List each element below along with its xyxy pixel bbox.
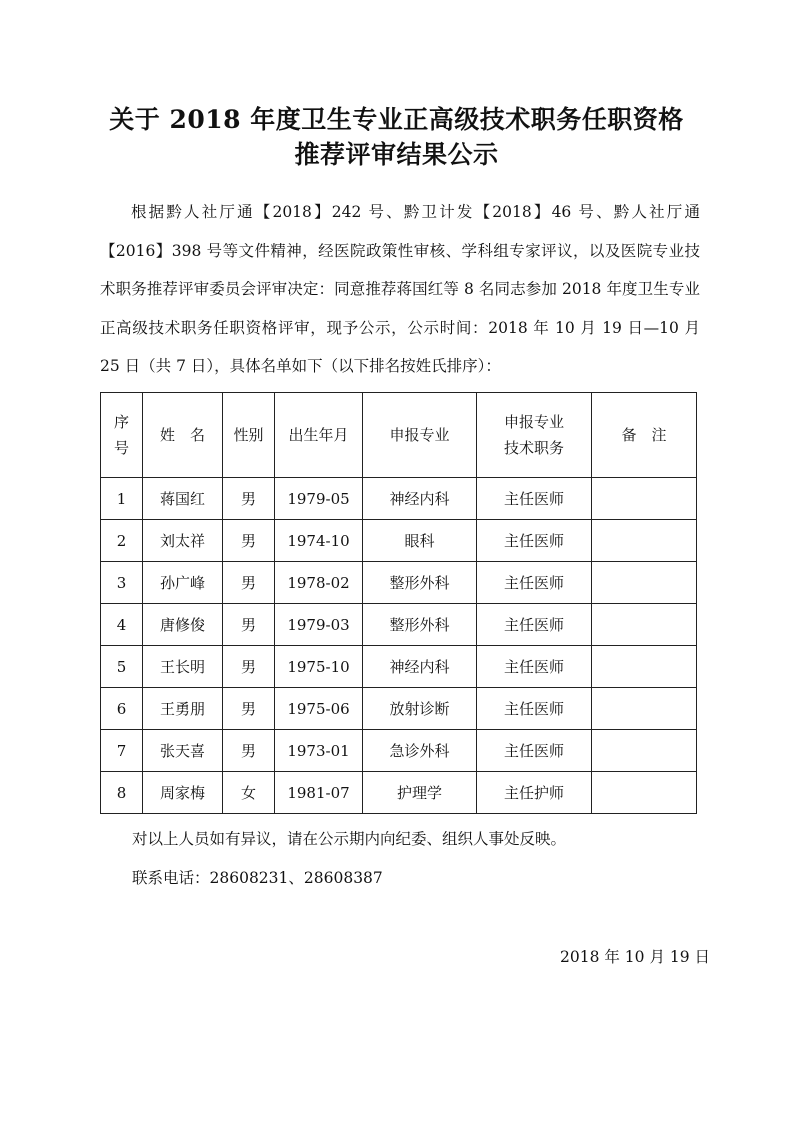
- header-name: 姓 名: [143, 393, 223, 478]
- document-title-line1: 关于 2018 年度卫生专业正高级技术职务任职资格: [109, 105, 684, 134]
- header-seq-line2: 号: [113, 439, 129, 457]
- cell-remarks: [592, 520, 697, 562]
- cell-birth: 1975-06: [275, 688, 363, 730]
- cell-birth: 1974-10: [275, 520, 363, 562]
- cell-seq: 4: [101, 604, 143, 646]
- cell-name: 王勇朋: [143, 688, 223, 730]
- cell-name: 周家梅: [143, 772, 223, 814]
- cell-name: 孙广峰: [143, 562, 223, 604]
- cell-remarks: [592, 604, 697, 646]
- cell-gender: 男: [223, 604, 275, 646]
- cell-gender: 男: [223, 520, 275, 562]
- announcement-paragraph: 根据黔人社厅通【2018】242 号、黔卫计发【2018】46 号、黔人社厅通【2016】398 号等文件精神，经医院政策性审核、学科组专家评议，以及医院专业技术职务推荐评审委员会评审决定：同意推荐蒋国红等 8 名同志参加 2018 年度卫生专业正高级技术职务任职资格评审，现予公示，公示时间：2018 年 10 月 19 日—10 月 25 日（共 7 日），具体名单如下（以下排名按姓氏排序）：: [100, 203, 700, 375]
- cell-remarks: [592, 688, 697, 730]
- cell-specialty: 神经内科: [363, 478, 477, 520]
- table-header-row: [101, 393, 697, 478]
- cell-name: 王长明: [143, 646, 223, 688]
- cell-seq: 1: [101, 478, 143, 520]
- candidate-table: [100, 392, 697, 814]
- cell-specialty: 放射诊断: [363, 688, 477, 730]
- table-row: [101, 478, 697, 520]
- header-gender: 性别: [223, 393, 275, 478]
- cell-seq: 2: [101, 520, 143, 562]
- cell-birth: 1978-02: [275, 562, 363, 604]
- cell-birth: 1979-03: [275, 604, 363, 646]
- cell-name: 刘太祥: [143, 520, 223, 562]
- table-row: [101, 646, 697, 688]
- cell-position: 主任医师: [477, 604, 592, 646]
- cell-specialty: 急诊外科: [363, 730, 477, 772]
- cell-gender: 男: [223, 646, 275, 688]
- table-row: [101, 688, 697, 730]
- cell-gender: 女: [223, 772, 275, 814]
- objection-note: 对以上人员如有异议，请在公示期内向纪委、组织人事处反映。: [132, 830, 567, 848]
- cell-remarks: [592, 562, 697, 604]
- header-remarks: 备 注: [592, 393, 697, 478]
- cell-remarks: [592, 646, 697, 688]
- cell-name: 蒋国红: [143, 478, 223, 520]
- cell-name: 张天喜: [143, 730, 223, 772]
- cell-birth: 1979-05: [275, 478, 363, 520]
- cell-birth: 1975-10: [275, 646, 363, 688]
- table-row: [101, 604, 697, 646]
- cell-seq: 3: [101, 562, 143, 604]
- cell-gender: 男: [223, 730, 275, 772]
- cell-remarks: [592, 478, 697, 520]
- table-row: [101, 730, 697, 772]
- header-position-line1: 申报专业: [503, 413, 564, 431]
- cell-gender: 男: [223, 562, 275, 604]
- cell-position: 主任护师: [477, 772, 592, 814]
- table-row: [101, 520, 697, 562]
- cell-position: 主任医师: [477, 646, 592, 688]
- table-row: [101, 772, 697, 814]
- cell-birth: 1981-07: [275, 772, 363, 814]
- header-seq-line1: 序: [113, 413, 129, 431]
- cell-position: 主任医师: [477, 478, 592, 520]
- cell-seq: 5: [101, 646, 143, 688]
- header-position: [477, 393, 592, 478]
- cell-specialty: 护理学: [363, 772, 477, 814]
- table-row: [101, 562, 697, 604]
- cell-name: 唐修俊: [143, 604, 223, 646]
- cell-remarks: [592, 772, 697, 814]
- publication-date: 2018 年 10 月 19 日: [560, 948, 711, 966]
- cell-specialty: 整形外科: [363, 562, 477, 604]
- header-position-line2: 技术职务: [503, 439, 564, 457]
- header-birth: 出生年月: [275, 393, 363, 478]
- cell-position: 主任医师: [477, 520, 592, 562]
- cell-birth: 1973-01: [275, 730, 363, 772]
- cell-gender: 男: [223, 478, 275, 520]
- cell-position: 主任医师: [477, 730, 592, 772]
- contact-phone: 联系电话：28608231、28608387: [132, 869, 383, 887]
- cell-position: 主任医师: [477, 688, 592, 730]
- cell-specialty: 神经内科: [363, 646, 477, 688]
- cell-specialty: 整形外科: [363, 604, 477, 646]
- header-specialty: 申报专业: [363, 393, 477, 478]
- header-seq: [101, 393, 143, 478]
- cell-gender: 男: [223, 688, 275, 730]
- cell-specialty: 眼科: [363, 520, 477, 562]
- cell-seq: 6: [101, 688, 143, 730]
- document-title-line2: 推荐评审结果公示: [294, 140, 499, 169]
- cell-seq: 8: [101, 772, 143, 814]
- cell-position: 主任医师: [477, 562, 592, 604]
- cell-remarks: [592, 730, 697, 772]
- cell-seq: 7: [101, 730, 143, 772]
